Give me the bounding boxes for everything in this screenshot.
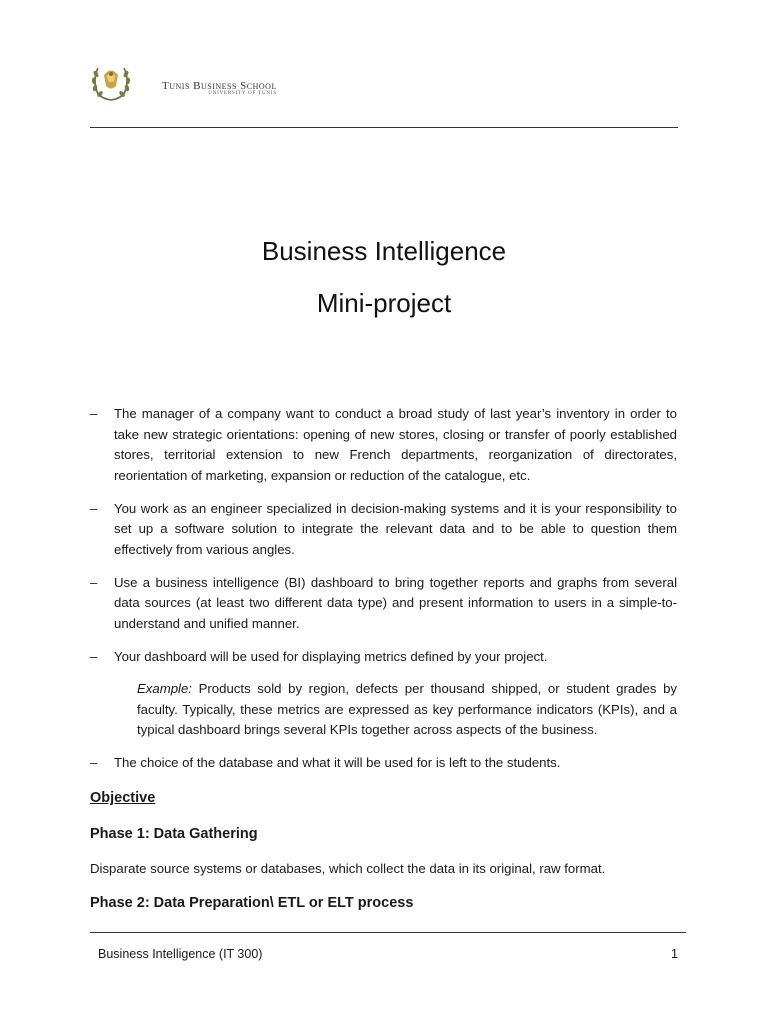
objective-heading: Objective — [90, 790, 156, 806]
footer-course: Business Intelligence (IT 300) — [98, 947, 263, 961]
bullet-text: The manager of a company want to conduct a broad study of last year’s inventory in order to take new strategic orientations: opening of new stores, closing or transfer of poorly established stores, territorial extension to new French departments, reorganization of directorates, reorientation of marketing, expansion or reduction of the catalogue, etc. — [114, 406, 677, 483]
bullet-text: You work as an engineer specialized in decision-making systems and it is your responsibility to set up a software solution to integrate the relevant data and to be able to question them effectively from various angles. — [114, 500, 677, 557]
logo-wordmark — [162, 80, 277, 96]
dash-marker: – — [90, 500, 98, 516]
bullet-text: Use a business intelligence (BI) dashboard to bring together reports and graphs from several data sources (at least two different data type) and present information to users in a simple-to-understand and unified manner. — [114, 574, 677, 631]
school-name: Tunis Business School — [162, 80, 277, 92]
header-divider — [90, 127, 678, 128]
dash-marker: – — [90, 406, 98, 421]
phase2-heading: Phase 2: Data Preparation\ ETL or ELT process — [90, 895, 414, 911]
bullet-list — [90, 404, 677, 786]
laurel-eagle-seal-icon — [90, 60, 132, 102]
dash-marker: – — [90, 754, 98, 770]
bullet-item — [90, 753, 677, 774]
bullet-item — [90, 499, 677, 561]
bullet-item — [90, 647, 677, 668]
school-logo — [90, 60, 305, 108]
bullet-text: Your dashboard will be used for displaying metrics defined by your project. — [114, 648, 548, 664]
document-subtitle: Mini-project — [316, 288, 452, 318]
bullet-item — [90, 404, 677, 486]
page-number: 1 — [671, 947, 678, 961]
example-block — [113, 679, 677, 741]
document-title: Business Intelligence — [261, 236, 507, 266]
phase1-heading: Phase 1: Data Gathering — [90, 826, 258, 842]
example-label: Example: — [137, 681, 192, 696]
bullet-text: The choice of the database and what it will be used for is left to the students. — [114, 754, 561, 770]
dash-marker: – — [90, 574, 98, 590]
bullet-item — [90, 573, 677, 635]
school-subtitle: UNIVERSITY OF TUNIS — [208, 91, 277, 96]
example-text: Products sold by region, defects per thousand shipped, or student grades by faculty. Typically, these metrics are expressed as key performance indicators (KPIs), and a typical dashboard brings several KPIs together across aspects of the business. — [137, 681, 677, 737]
phase1-paragraph: Disparate source systems or databases, which collect the data in its original, raw format. — [90, 861, 606, 876]
dash-marker: – — [90, 648, 98, 664]
footer-divider — [90, 932, 686, 933]
